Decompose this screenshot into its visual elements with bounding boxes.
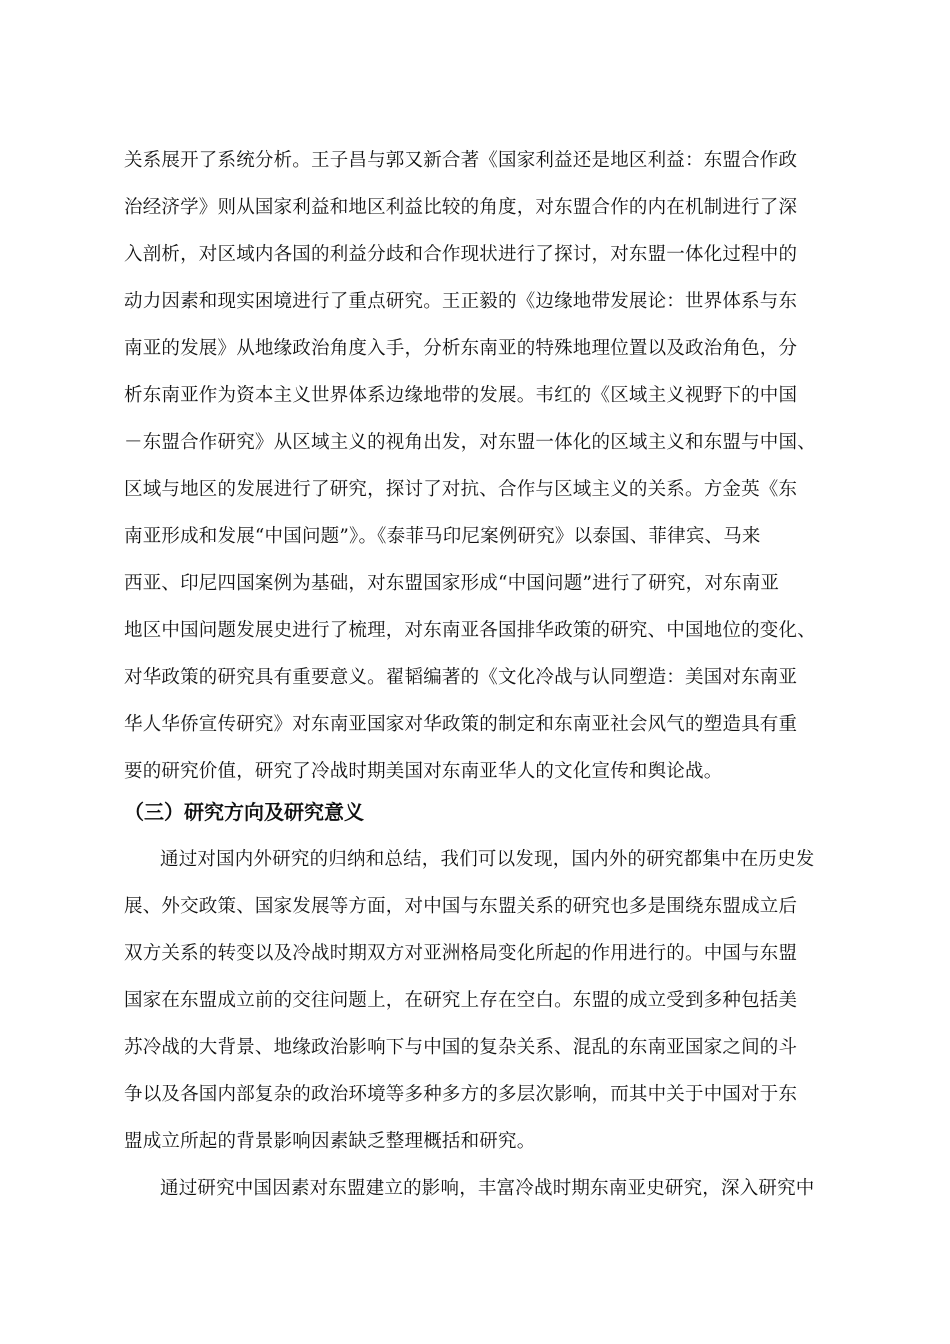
paragraph-2-line: 展、外交政策、国家发展等方面，对中国与东盟关系的研究也多是围绕东盟成立后 [124, 896, 798, 917]
paragraph-2-line: 苏冷战的大背景、地缘政治影响下与中国的复杂关系、混乱的东南亚国家之间的斗 [124, 1037, 798, 1058]
paragraph-1-line: 南亚形成和发展“中国问题”》。《泰菲马印尼案例研究》以泰国、菲律宾、马来 [124, 526, 761, 547]
section-heading: （三）研究方向及研究意义 [124, 800, 364, 824]
paragraph-1-line: 对华政策的研究具有重要意义。翟韬编著的《文化冷战与认同塑造：美国对东南亚 [124, 667, 798, 688]
paragraph-1-line: 入剖析，对区域内各国的利益分歧和合作现状进行了探讨，对东盟一体化过程中的 [124, 244, 798, 265]
paragraph-1-line: 南亚的发展》从地缘政治角度入手，分析东南亚的特殊地理位置以及政治角色，分 [124, 338, 798, 359]
paragraph-1-line: 区域与地区的发展进行了研究，探讨了对抗、合作与区域主义的关系。方金英《东 [124, 479, 798, 500]
paragraph-2-line: 争以及各国内部复杂的政治环境等多种多方的多层次影响，而其中关于中国对于东 [124, 1084, 798, 1105]
paragraph-1-line: 华人华侨宣传研究》对东南亚国家对华政策的制定和东南亚社会风气的塑造具有重 [124, 714, 798, 735]
paragraph-2-line: 国家在东盟成立前的交往问题上，在研究上存在空白。东盟的成立受到多种包括美 [124, 990, 798, 1011]
paragraph-1-line: 治经济学》则从国家利益和地区利益比较的角度，对东盟合作的内在机制进行了深 [124, 197, 798, 218]
paragraph-1-line: 西亚、印尼四国案例为基础，对东盟国家形成“中国问题”进行了研究，对东南亚 [124, 573, 780, 594]
paragraph-2-line: 通过对国内外研究的归纳和总结，我们可以发现，国内外的研究都集中在历史发 [160, 849, 815, 870]
paragraph-1-line: 关系展开了系统分析。王子昌与郭又新合著《国家利益还是地区利益：东盟合作政 [124, 150, 798, 171]
paragraph-2-line: 双方关系的转变以及冷战时期双方对亚洲格局变化所起的作用进行的。中国与东盟 [124, 943, 798, 964]
paragraph-1-line: 地区中国问题发展史进行了梳理，对东南亚各国排华政策的研究、中国地位的变化、 [124, 620, 816, 641]
paragraph-1-line: 析东南亚作为资本主义世界体系边缘地带的发展。韦红的《区域主义视野下的中国 [124, 385, 798, 406]
paragraph-3-line: 通过研究中国因素对东盟建立的影响，丰富冷战时期东南亚史研究，深入研究中 [160, 1178, 815, 1199]
paragraph-1-line: 动力因素和现实困境进行了重点研究。王正毅的《边缘地带发展论：世界体系与东 [124, 291, 798, 312]
paragraph-2-line: 盟成立所起的背景影响因素缺乏整理概括和研究。 [124, 1131, 536, 1152]
paragraph-1-line: －东盟合作研究》从区域主义的视角出发，对东盟一体化的区域主义和东盟与中国、 [124, 432, 816, 453]
paragraph-1-line: 要的研究价值，研究了冷战时期美国对东南亚华人的文化宣传和舆论战。 [124, 761, 723, 782]
